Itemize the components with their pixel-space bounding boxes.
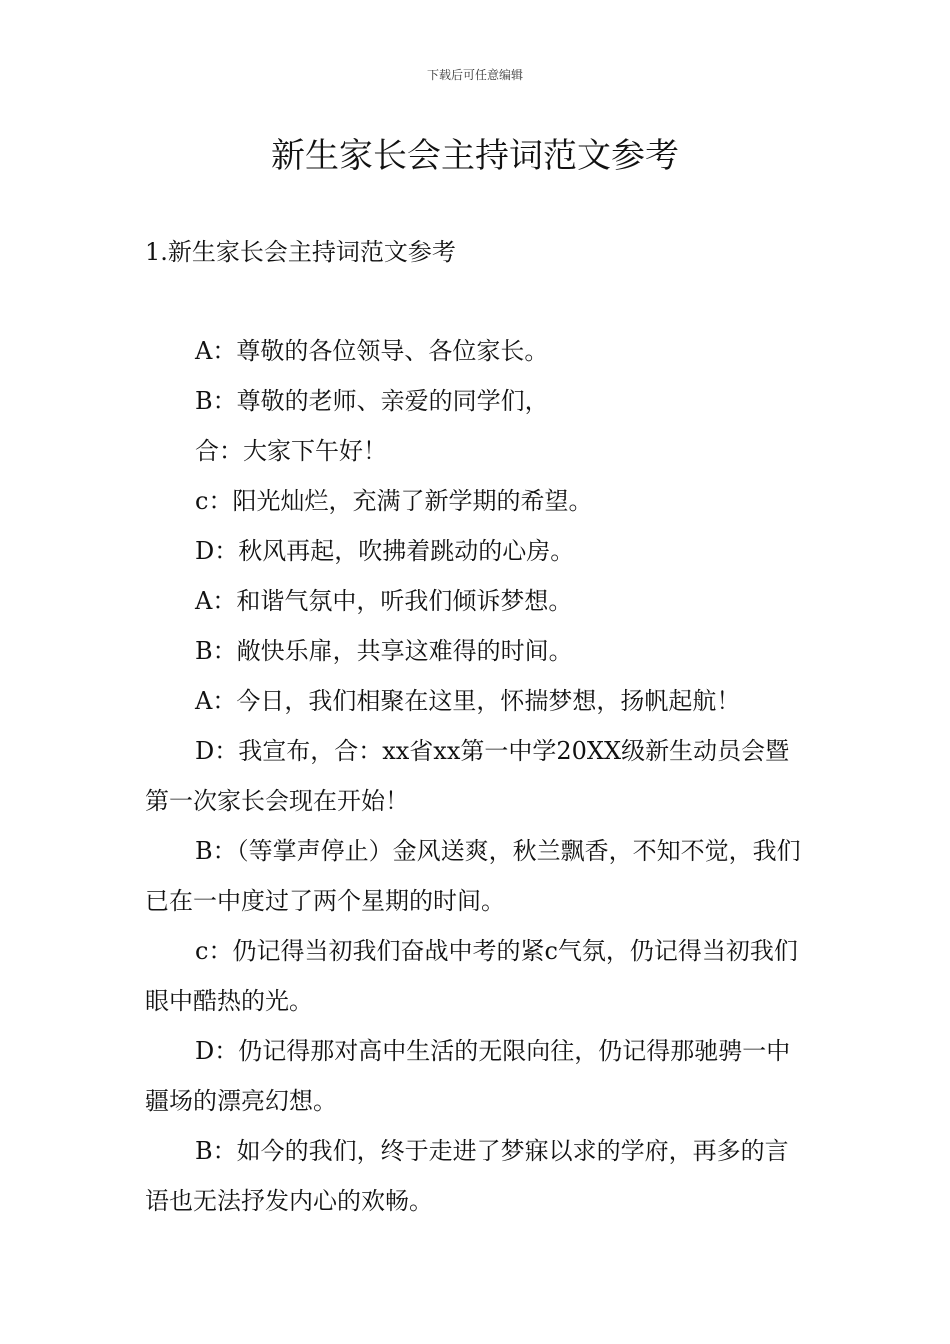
paragraph: D：仍记得那对高中生活的无限向往，仍记得那驰骋一中疆场的漂亮幻想。 xyxy=(145,1037,791,1115)
paragraph: D：秋风再起，吹拂着跳动的心房。 xyxy=(195,537,575,565)
body-text xyxy=(145,326,810,1226)
paragraph: B：（等掌声停止）金风送爽，秋兰飘香，不知不觉，我们已在一中度过了两个星期的时间。 xyxy=(145,837,801,915)
paragraph: A：和谐气氛中，听我们倾诉梦想。 xyxy=(195,587,573,615)
paragraph: 合：大家下午好！ xyxy=(195,437,387,465)
paragraph: B：敞快乐扉，共享这难得的时间。 xyxy=(195,637,573,665)
paragraph: D：我宣布，合：xx省xx第一中学20XX级新生动员会暨第一次家长会现在开始！ xyxy=(145,737,790,815)
paragraph: B：尊敬的老师、亲爱的同学们， xyxy=(195,387,549,415)
document-title: 新生家长会主持词范文参考 xyxy=(271,136,679,176)
paragraph: c：阳光灿烂，充满了新学期的希望。 xyxy=(195,487,593,515)
section-heading: 1.新生家长会主持词范文参考 xyxy=(145,238,456,266)
header-note: 下载后可任意编辑 xyxy=(426,68,523,82)
paragraph: A：尊敬的各位领导、各位家长。 xyxy=(195,337,549,365)
paragraph: c：仍记得当初我们奋战中考的紧c气氛，仍记得当初我们眼中酷热的光。 xyxy=(145,937,798,1015)
paragraph: B：如今的我们，终于走进了梦寐以求的学府，再多的言语也无法抒发内心的欢畅。 xyxy=(145,1137,789,1215)
paragraph: A：今日，我们相聚在这里，怀揣梦想，扬帆起航！ xyxy=(195,687,741,715)
